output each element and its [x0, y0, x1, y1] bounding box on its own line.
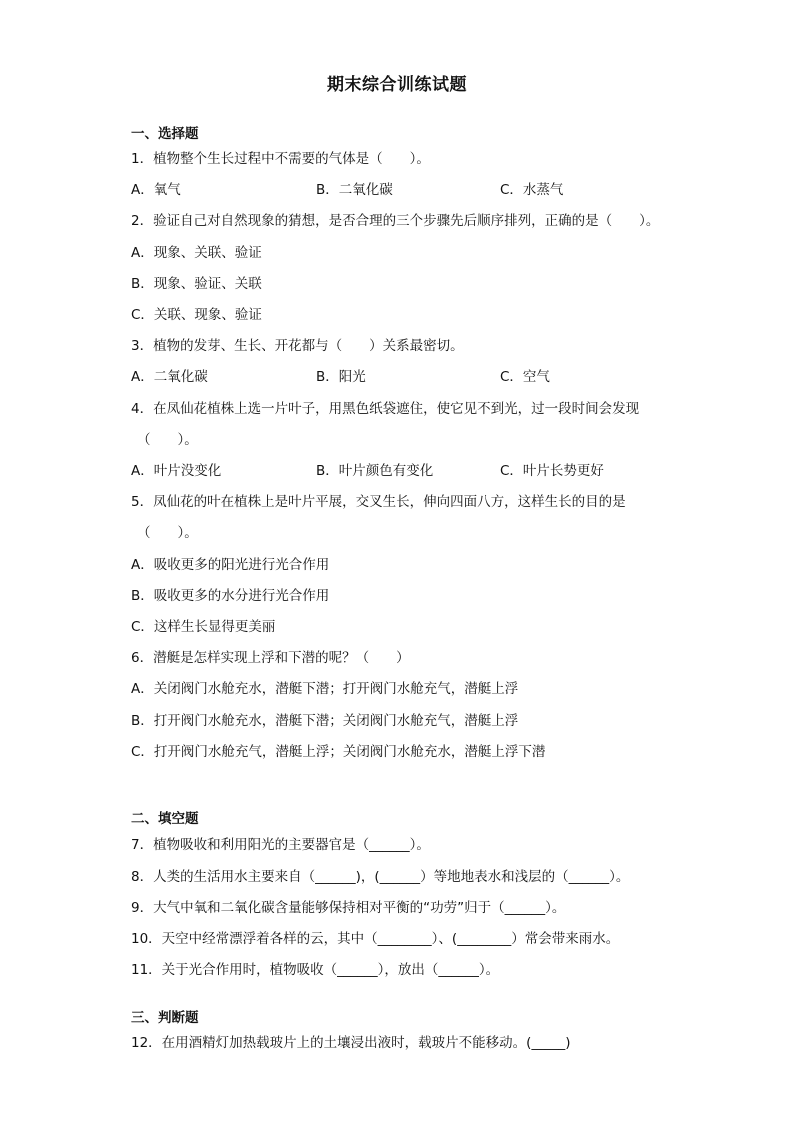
section-heading-true-false: 三、判断题 — [131, 1010, 199, 1026]
q6-option-c: C．打开阀门水舱充气，潜艇上浮；关闭阀门水舱充水，潜艇上浮下潜 — [131, 744, 546, 760]
question-4-blank: （ ）。 — [137, 432, 198, 448]
q6-option-b: B．打开阀门水舱充水，潜艇下潜；关闭阀门水舱充气，潜艇上浮 — [131, 713, 519, 729]
q1-option-b: B．二氧化碳 — [316, 182, 393, 198]
q3-option-b: B．阳光 — [316, 369, 366, 385]
section-heading-choice: 一、选择题 — [131, 126, 199, 142]
q5-option-a: A．吸收更多的阳光进行光合作用 — [131, 557, 330, 573]
question-2: 2．验证自己对自然现象的猜想，是否合理的三个步骤先后顺序排列，正确的是（ ）。 — [131, 213, 660, 229]
page-title: 期末综合训练试题 — [327, 75, 467, 95]
q1-option-c: C．水蒸气 — [500, 182, 564, 198]
q3-option-c: C．空气 — [500, 369, 550, 385]
q4-option-c: C．叶片长势更好 — [500, 463, 604, 479]
q5-option-b: B．吸收更多的水分进行光合作用 — [131, 588, 330, 604]
section-heading-fill-blank: 二、填空题 — [131, 811, 199, 827]
q3-option-a: A．二氧化碳 — [131, 369, 208, 385]
question-1: 1．植物整个生长过程中不需要的气体是（ ）。 — [131, 151, 430, 167]
question-5-blank: （ ）。 — [137, 525, 198, 541]
q6-option-a: A．关闭阀门水舱充水，潜艇下潜；打开阀门水舱充气，潜艇上浮 — [131, 681, 519, 697]
q1-option-a: A．氧气 — [131, 182, 181, 198]
q2-option-c: C．关联、现象、验证 — [131, 307, 262, 323]
question-3: 3．植物的发芽、生长、开花都与（ ）关系最密切。 — [131, 338, 464, 354]
q2-option-b: B．现象、验证、关联 — [131, 276, 262, 292]
question-12: 12．在用酒精灯加热载玻片上的土壤浸出液时，载玻片不能移动。(_____) — [131, 1035, 571, 1051]
question-9: 9．大气中氧和二氧化碳含量能够保持相对平衡的“功劳”归于（______）。 — [131, 900, 566, 916]
question-8: 8．人类的生活用水主要来自（______)，(______）等地地表水和浅层的（______）。 — [131, 869, 630, 885]
q5-option-c: C．这样生长显得更美丽 — [131, 619, 276, 635]
question-6: 6．潜艇是怎样实现上浮和下潜的呢？（ ） — [131, 650, 410, 666]
question-7: 7．植物吸收和利用阳光的主要器官是（______）。 — [131, 837, 430, 853]
q2-option-a: A．现象、关联、验证 — [131, 245, 262, 261]
question-10: 10．天空中经常漂浮着各样的云，其中（________）、(________）常会带来雨水。 — [131, 931, 620, 947]
question-4: 4．在凤仙花植株上选一片叶子，用黑色纸袋遮住，使它见不到光，过一段时间会发现 — [131, 401, 640, 417]
q4-option-b: B．叶片颜色有变化 — [316, 463, 434, 479]
question-5: 5．凤仙花的叶在植株上是叶片平展，交叉生长，伸向四面八方，这样生长的目的是 — [131, 494, 626, 510]
q4-option-a: A．叶片没变化 — [131, 463, 222, 479]
question-11: 11．关于光合作用时，植物吸收（______），放出（______）。 — [131, 962, 500, 978]
